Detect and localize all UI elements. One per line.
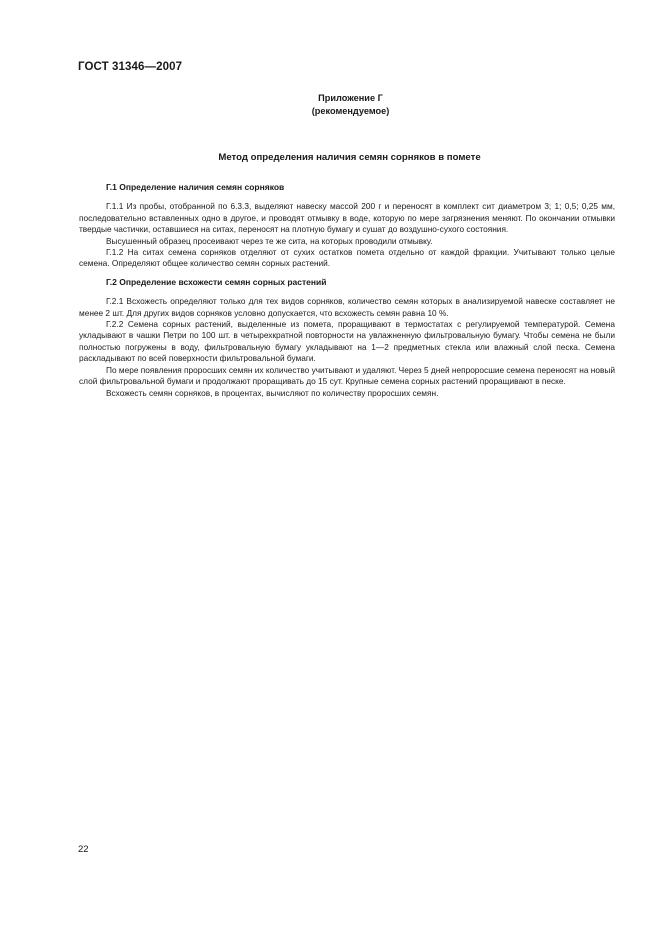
paragraph: Г.2.2 Семена сорных растений, выделенные из помета, проращивают в термостатах с регулируемой температурой. Семена укладывают в чашки Петри по 100 шт. в четырехкратной повторности на увлажненную фильтровальную бумагу. Чтобы семена не были полностью погружены в воду, фильтровальную бумагу укладывают на 1—2 предметных стекла или влажный слой песка. Семена раскладывают по всей поверхности фильтровальной бумаги. [79,319,615,364]
section-heading: Г.1 Определение наличия семян сорняков [106,182,285,192]
appendix-subtitle: (рекомендуемое) [311,106,390,116]
page-number: 22 [78,844,89,855]
main-title: Метод определения наличия семян сорняков в помете [218,152,481,163]
paragraph: Высушенный образец просеивают через те же сита, на которых проводили отмывку. [106,235,433,246]
paragraph: Г.2.1 Всхожесть определяют только для тех видов сорняков, количество семян которых в анализируемой навеске составляет не менее 2 шт. Для других видов сорняков условно допускается, что всхожесть семян равна 10 %. [79,296,615,318]
section-g2 [79,277,615,399]
paragraph: По мере появления проросших семян их количество учитывают и удаляют. Через 5 дней непроросшие семена переносят на новый слой фильтровальной бумаги и продолжают проращивать до 15 сут. Крупные семена сорных растений проращивают в песке. [79,364,615,387]
section-g1 [79,182,615,270]
appendix-title: Приложение Г [318,93,383,103]
document-body [79,182,615,399]
paragraph: Г.1.2 На ситах семена сорняков отделяют от сухих остатков помета отдельно от каждой фракции. Учитывают только целые семена. Определяют общее количество семян сорных растений. [79,247,615,269]
paragraph: Г.1.1 Из пробы, отобранной по 6.3.3, выделяют навеску массой 200 г и переносят в комплект сит диаметром 3; 1; 0,5; 0,25 мм, последовательно вставленных одно в другое, и проводят отмывку в воде, которую по мере загрязнения меняют. По окончании отмывки твердые частички, оставшиеся на ситах, переносят на плотную бумагу и сушат до воздушно-сухого состояния. [79,201,615,235]
appendix-header [0,92,661,118]
section-heading: Г.2 Определение всхожести семян сорных растений [106,276,327,287]
document-code: ГОСТ 31346—2007 [78,61,183,73]
paragraph: Всхожесть семян сорняков, в процентах, вычисляют по количеству проросших семян. [106,387,439,398]
